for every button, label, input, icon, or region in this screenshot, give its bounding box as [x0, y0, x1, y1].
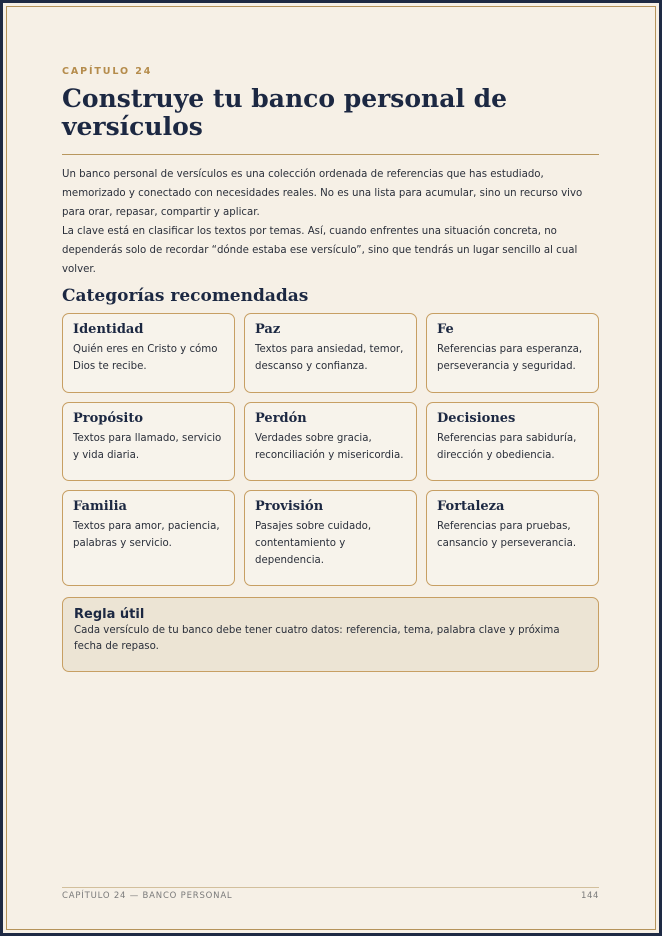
category-title: Paz	[255, 322, 281, 337]
category-description: Textos para ansiedad, temor, descanso y confianza.	[255, 344, 404, 372]
categories-heading: Categorías recomendadas	[62, 286, 309, 306]
rule-note-title: Regla útil	[74, 607, 145, 622]
category-description: Verdades sobre gracia, reconciliación y misericordia.	[255, 433, 404, 461]
category-title: Fortaleza	[437, 499, 505, 514]
category-card-paz	[244, 313, 417, 393]
category-card-fortaleza	[426, 490, 599, 586]
intro-paragraph-2: La clave está en clasificar los textos por temas. Así, cuando enfrentes una situación concreta, no dependerás solo de recordar “dónde estaba ese versículo”, sino que tendrás un lugar sencillo al cual volver.	[62, 226, 578, 275]
page-number: 144	[580, 891, 599, 901]
category-description: Referencias para pruebas, cansancio y perseverancia.	[437, 521, 577, 549]
category-title: Propósito	[73, 411, 143, 426]
category-title: Perdón	[255, 411, 307, 426]
category-description: Referencias para esperanza, perseverancia y seguridad.	[437, 344, 583, 372]
category-title: Provisión	[255, 499, 324, 514]
category-title: Fe	[437, 322, 454, 337]
title-divider	[62, 154, 599, 155]
category-title: Identidad	[73, 322, 144, 337]
footer-divider	[62, 887, 599, 888]
rule-note-box	[62, 597, 599, 672]
category-title: Familia	[73, 499, 127, 514]
category-description: Textos para llamado, servicio y vida diaria.	[73, 433, 222, 461]
category-description: Quién eres en Cristo y cómo Dios te recibe.	[73, 344, 218, 372]
category-card-fe	[426, 313, 599, 393]
category-card-identidad	[62, 313, 235, 393]
category-description: Pasajes sobre cuidado, contentamiento y dependencia.	[255, 521, 372, 566]
category-card-proposito	[62, 402, 235, 481]
chapter-label: CAPÍTULO 24	[62, 66, 153, 77]
category-card-decisiones	[426, 402, 599, 481]
category-description: Textos para amor, paciencia, palabras y servicio.	[73, 521, 220, 549]
category-card-familia	[62, 490, 235, 586]
category-card-provision	[244, 490, 417, 586]
footer-running-title: CAPÍTULO 24 — BANCO PERSONAL	[62, 891, 233, 901]
category-card-perdon	[244, 402, 417, 481]
rule-note-text: Cada versículo de tu banco debe tener cuatro datos: referencia, tema, palabra clave y próxima fecha de repaso.	[74, 625, 560, 652]
intro-paragraph-1: Un banco personal de versículos es una colección ordenada de referencias que has estudiado, memorizado y conectado con necesidades reales. No es una lista para acumular, sino un recurso vivo para orar, repasar, compartir y aplicar.	[62, 169, 583, 218]
page-title: Construye tu banco personal de versículos	[62, 84, 508, 141]
category-title: Decisiones	[437, 411, 516, 426]
category-description: Referencias para sabiduría, dirección y obediencia.	[437, 433, 577, 461]
